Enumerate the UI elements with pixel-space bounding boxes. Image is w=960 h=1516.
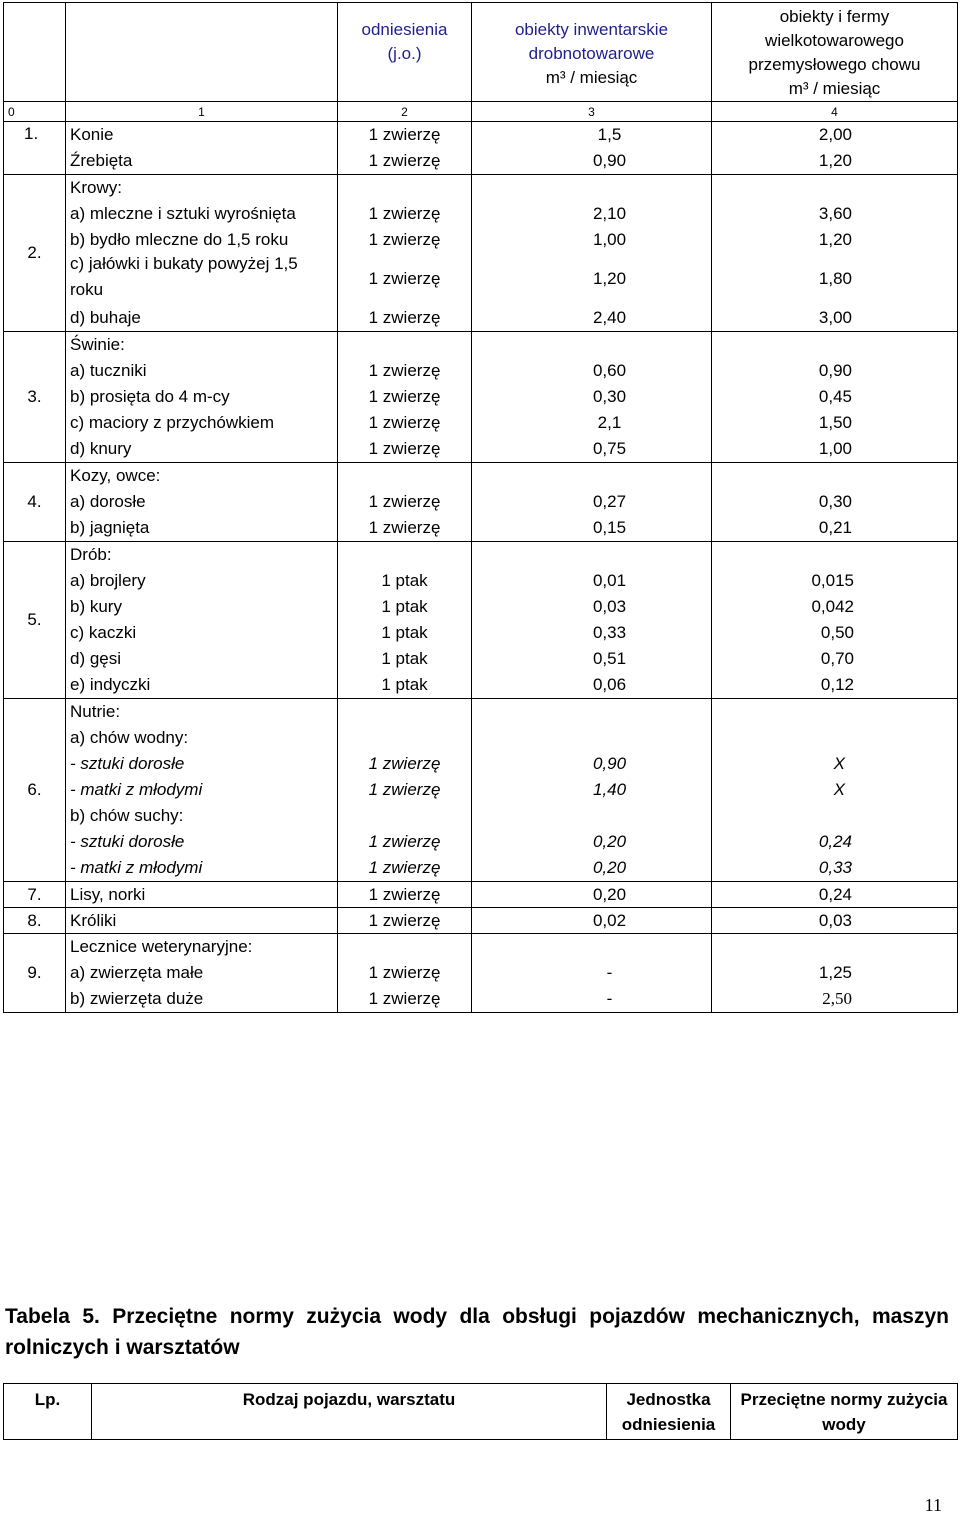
header-unit: odniesienia (j.o.) bbox=[338, 3, 472, 102]
header-lp: Lp. bbox=[4, 1384, 92, 1440]
header-blank bbox=[4, 3, 66, 102]
header-small-farms: obiekty inwentarskie drobnotowarowe m³ / miesiąc bbox=[472, 3, 712, 102]
group-poultry: 5. Drób: a) brojlery b) kury c) kaczki d) gęsi e) indyczki 1 ptak 1 ptak 1 ptak 1 ptak 1 ptak 0,01 0,03 0,33 0,51 0,06 0,015 0,042 0,50 0,70 0,12 bbox=[4, 542, 958, 699]
group-horses: 1. Konie Źrebięta 1 zwierzę 1 zwierzę 1,5 0,90 2,00 1,20 bbox=[4, 122, 958, 175]
group-vet-clinics: 9. Lecznice weterynaryjne: a) zwierzęta małe b) zwierzęta duże 1 zwierzę 1 zwierzę - - 1,25 2,50 bbox=[4, 934, 958, 1013]
group-nutria: 6. Nutrie: a) chów wodny: - sztuki dorosłe - matki z młodymi b) chów suchy: - sztuki dorosłe - matki z młodymi 1 zwierzę 1 zwierzę 1 zwierzę 1 zwierzę 0,90 1,40 0,20 0,20 X X 0,24 0,33 bbox=[4, 699, 958, 882]
header-large-farms: obiekty i fermy wielkotowarowego przemysłowego chowu m³ / miesiąc bbox=[712, 3, 958, 102]
page-number: 11 bbox=[924, 1495, 942, 1515]
group-cows: 2. Krowy: a) mleczne i sztuki wyrośnięta b) bydło mleczne do 1,5 roku c) jałówki i bukaty powyżej 1,5 roku d) buhaje 1 zwierzę 1 zwierzę 1 zwierzę 1 zwierzę 2,10 1,00 1,20 2,40 3,60 1,20 1,80 3,00 bbox=[4, 175, 958, 332]
header-vehicle-type: Rodzaj pojazdu, warsztatu bbox=[92, 1384, 607, 1440]
table5-header-row bbox=[4, 1384, 958, 1440]
column-numbers-row: 0 1 2 3 4 bbox=[4, 102, 958, 122]
group-pigs: 3. Świnie: a) tuczniki b) prosięta do 4 m-cy c) maciory z przychówkiem d) knury 1 zwierzę 1 zwierzę 1 zwierzę 1 zwierzę 0,60 0,30 2,1 0,75 0,90 0,45 1,50 1,00 bbox=[4, 332, 958, 463]
header-blank-name bbox=[66, 3, 338, 102]
header-row bbox=[4, 3, 958, 102]
group-rabbits: 8. Króliki 1 zwierzę 0,02 0,03 bbox=[4, 908, 958, 934]
water-norms-table bbox=[3, 2, 958, 1013]
header-average-norm: Przeciętne normy zużycia wody bbox=[731, 1384, 958, 1440]
group-goats-sheep: 4. Kozy, owce: a) dorosłe b) jagnięta 1 zwierzę 1 zwierzę 0,27 0,15 0,30 0,21 bbox=[4, 463, 958, 542]
header-unit: Jednostka odniesienia bbox=[607, 1384, 731, 1440]
table-caption: Tabela 5. Przeciętne normy zużycia wody dla obsługi pojazdów mechanicznych, maszyn rolniczych i warsztatów bbox=[5, 1305, 949, 1359]
vehicle-water-norms-table-header bbox=[3, 1383, 958, 1440]
group-foxes-minks: 7. Lisy, norki 1 zwierzę 0,20 0,24 bbox=[4, 882, 958, 908]
